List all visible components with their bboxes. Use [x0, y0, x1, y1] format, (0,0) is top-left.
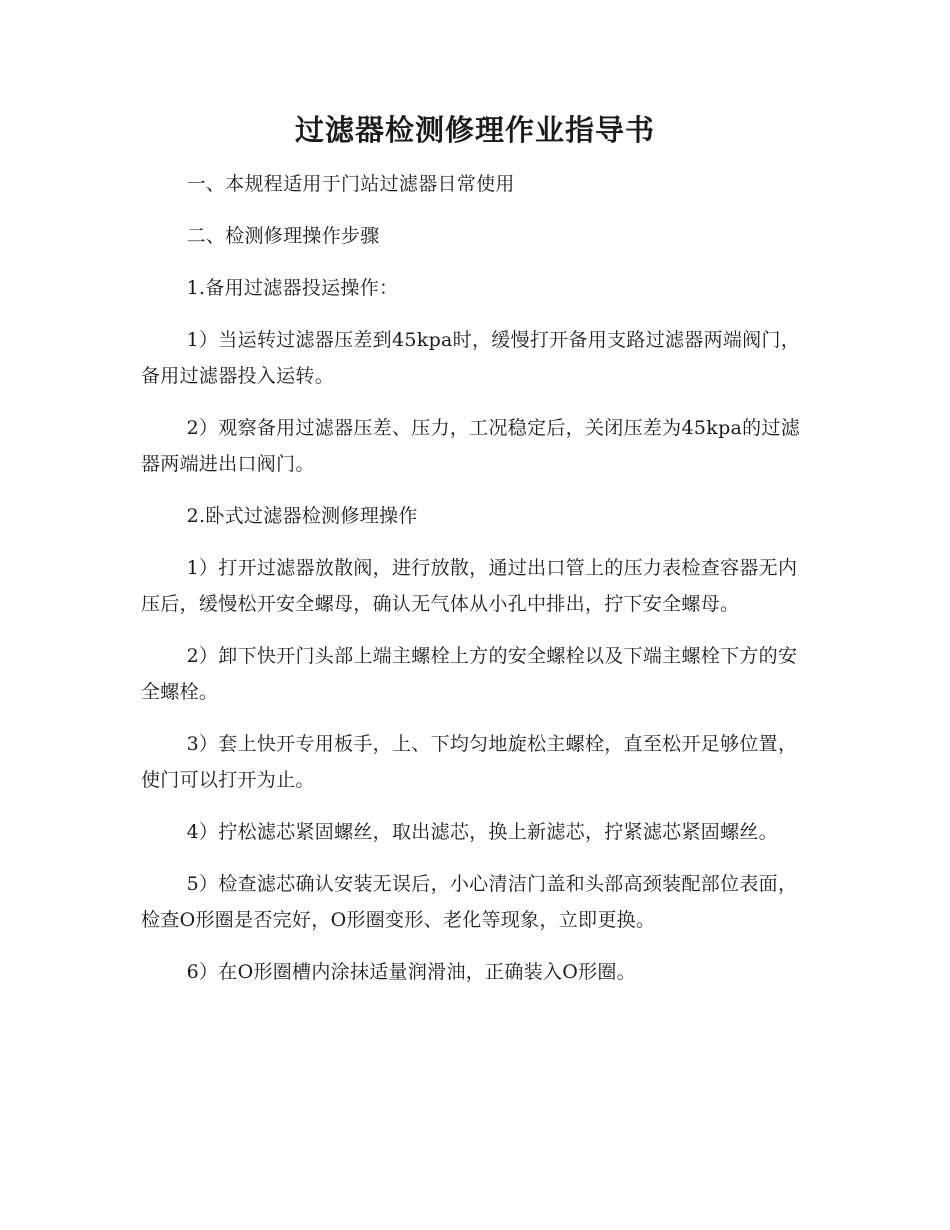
- subsection-standby-filter: 1.备用过滤器投运操作：: [186, 277, 399, 299]
- step-paragraph: 5）检查滤芯确认安装无误后，小心清洁门盖和头部高颈装配部位表面，检查O形圈是否完好，O形圈变形、老化等现象，立即更换。: [141, 873, 798, 931]
- document-title: 过滤器检测修理作业指导书: [294, 113, 655, 147]
- subsection-horizontal-filter: 2.卧式过滤器检测修理操作: [186, 505, 418, 527]
- step-paragraph: 4）拧松滤芯紧固螺丝，取出滤芯，换上新滤芯，拧紧滤芯紧固螺丝。: [186, 821, 778, 843]
- section-steps-heading: 二、检测修理操作步骤: [186, 225, 380, 247]
- step-paragraph: 1）打开过滤器放散阀，进行放散，通过出口管上的压力表检查容器无内压后，缓慢松开安全螺母，确认无气体从小孔中排出，拧下安全螺母。: [141, 557, 798, 615]
- step-paragraph: 1）当运转过滤器压差到45kpa时，缓慢打开备用支路过滤器两端阀门，备用过滤器投入运转。: [141, 329, 801, 387]
- document-body: [141, 166, 809, 1006]
- step-paragraph: 6）在O形圈槽内涂抹适量润滑油，正确装入O形圈。: [186, 961, 637, 983]
- step-paragraph: 2）卸下快开门头部上端主螺栓上方的安全螺栓以及下端主螺栓下方的安全螺栓。: [141, 645, 798, 703]
- section-scope: 一、本规程适用于门站过滤器日常使用: [186, 173, 515, 195]
- step-paragraph: 3）套上快开专用板手，上、下均匀地旋松主螺栓，直至松开足够位置，使门可以打开为止。: [141, 733, 798, 791]
- step-paragraph: 2）观察备用过滤器压差、压力，工况稳定后，关闭压差为45kpa的过滤器两端进出口阀门。: [141, 417, 801, 475]
